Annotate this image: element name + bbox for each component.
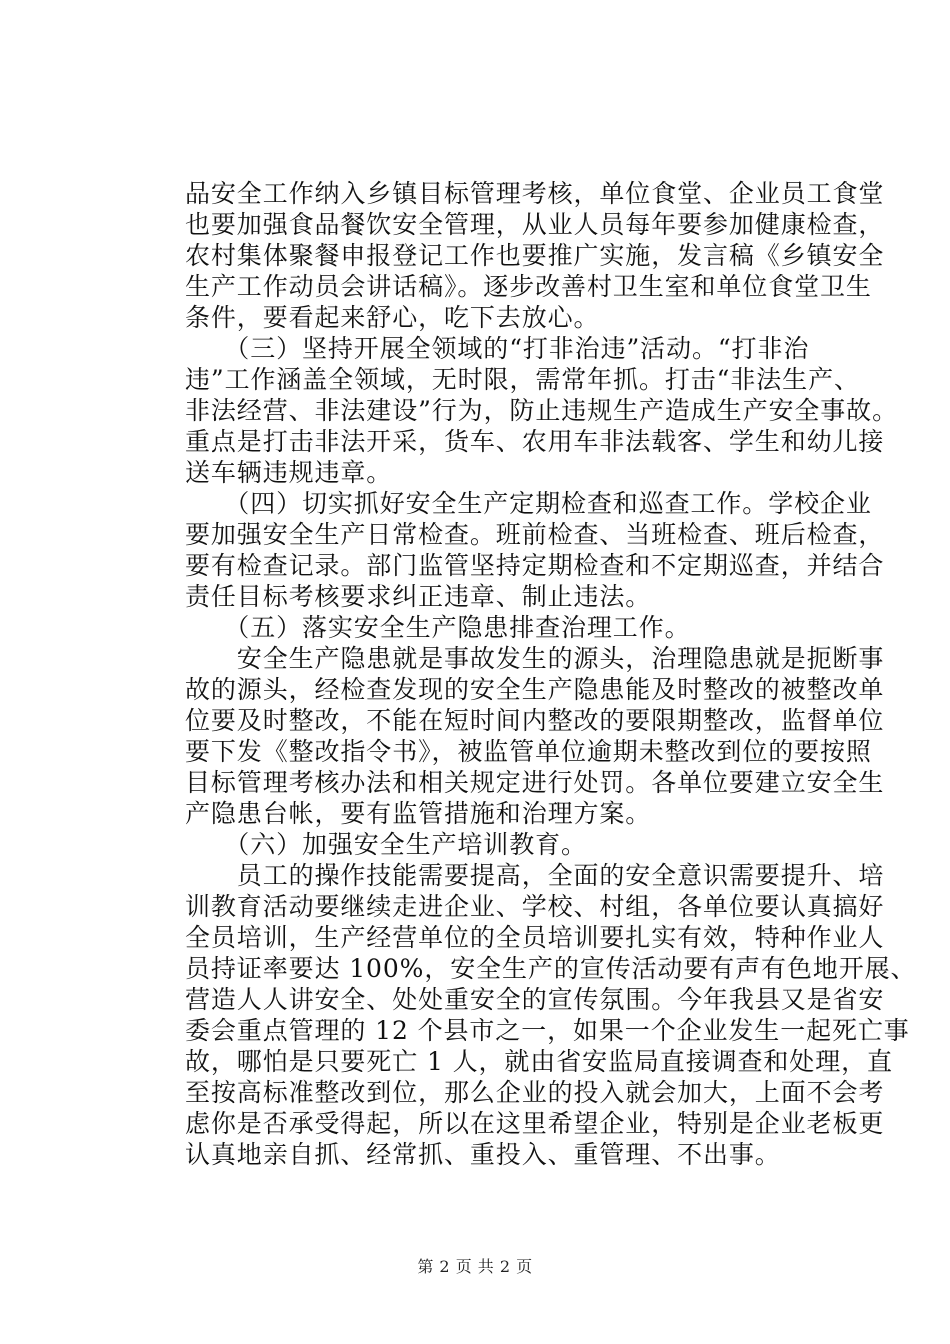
text-line: （三）坚持开展全领域的“打非治违”活动。“打非治: [185, 334, 810, 363]
text-line: 故的源头，经检查发现的安全生产隐患能及时整改的被整改单: [185, 675, 885, 704]
text-line: （五）落实安全生产隐患排查治理工作。: [185, 613, 691, 642]
text-line: 委会重点管理的 12 个县市之一，如果一个企业发生一起死亡事: [185, 1016, 910, 1045]
text-line: 至按高标准整改到位，那么企业的投入就会加大，上面不会考: [185, 1078, 885, 1107]
text-line: 虑你是否承受得起，所以在这里希望企业，特别是企业老板更: [185, 1109, 885, 1138]
text-line: 全员培训，生产经营单位的全员培训要扎实有效，特种作业人: [185, 923, 885, 952]
text-line: 员持证率要达 100%，安全生产的宣传活动要有声有色地开展、: [185, 954, 917, 983]
text-line: 条件，要看起来舒心，吃下去放心。: [185, 303, 600, 332]
text-line: 重点是打击非法开采，货车、农用车非法载客、学生和幼儿接: [185, 427, 885, 456]
text-line: 也要加强食品餐饮安全管理，从业人员每年要参加健康检查，: [185, 210, 885, 239]
text-line: 品安全工作纳入乡镇目标管理考核，单位食堂、企业员工食堂: [185, 179, 885, 208]
text-line: 员工的操作技能需要提高，全面的安全意识需要提升、培: [185, 861, 885, 890]
text-line: 要有检查记录。部门监管坚持定期检查和不定期巡查，并结合: [185, 551, 885, 580]
text-line: 送车辆违规违章。: [185, 458, 393, 487]
text-line: 认真地亲自抓、经常抓、重投入、重管理、不出事。: [185, 1140, 781, 1169]
text-line: 营造人人讲安全、处处重安全的宣传氛围。今年我县又是省安: [185, 985, 885, 1014]
text-line: 产隐患台帐，要有监管措施和治理方案。: [185, 799, 652, 828]
text-line: 故，哪怕是只要死亡 1 人，就由省安监局直接调查和处理，直: [185, 1047, 893, 1076]
text-line: （六）加强安全生产培训教育。: [185, 830, 587, 859]
text-line: 要下发《整改指令书》，被监管单位逾期未整改到位的要按照: [185, 737, 872, 766]
page-footer: 第 2 页 共 2 页: [417, 1257, 533, 1276]
text-line: 违”工作涵盖全领域，无时限，需常年抓。打击“非法生产、: [185, 365, 860, 394]
text-line: 目标管理考核办法和相关规定进行处罚。各单位要建立安全生: [185, 768, 885, 797]
text-line: 训教育活动要继续走进企业、学校、村组，各单位要认真搞好: [185, 892, 885, 921]
text-line: 非法经营、非法建设”行为，防止违规生产造成生产安全事故。: [185, 396, 898, 425]
text-line: （四）切实抓好安全生产定期检查和巡查工作。学校企业: [185, 489, 872, 518]
text-line: 要加强安全生产日常检查。班前检查、当班检查、班后检查，: [185, 520, 885, 549]
text-line: 农村集体聚餐申报登记工作也要推广实施，发言稿《乡镇安全: [185, 241, 885, 270]
text-line: 位要及时整改，不能在短时间内整改的要限期整改，监督单位: [185, 706, 885, 735]
text-line: 安全生产隐患就是事故发生的源头，治理隐患就是扼断事: [185, 644, 885, 673]
text-line: 责任目标考核要求纠正违章、制止违法。: [185, 582, 652, 611]
text-line: 生产工作动员会讲话稿》。逐步改善村卫生室和单位食堂卫生: [185, 272, 872, 301]
